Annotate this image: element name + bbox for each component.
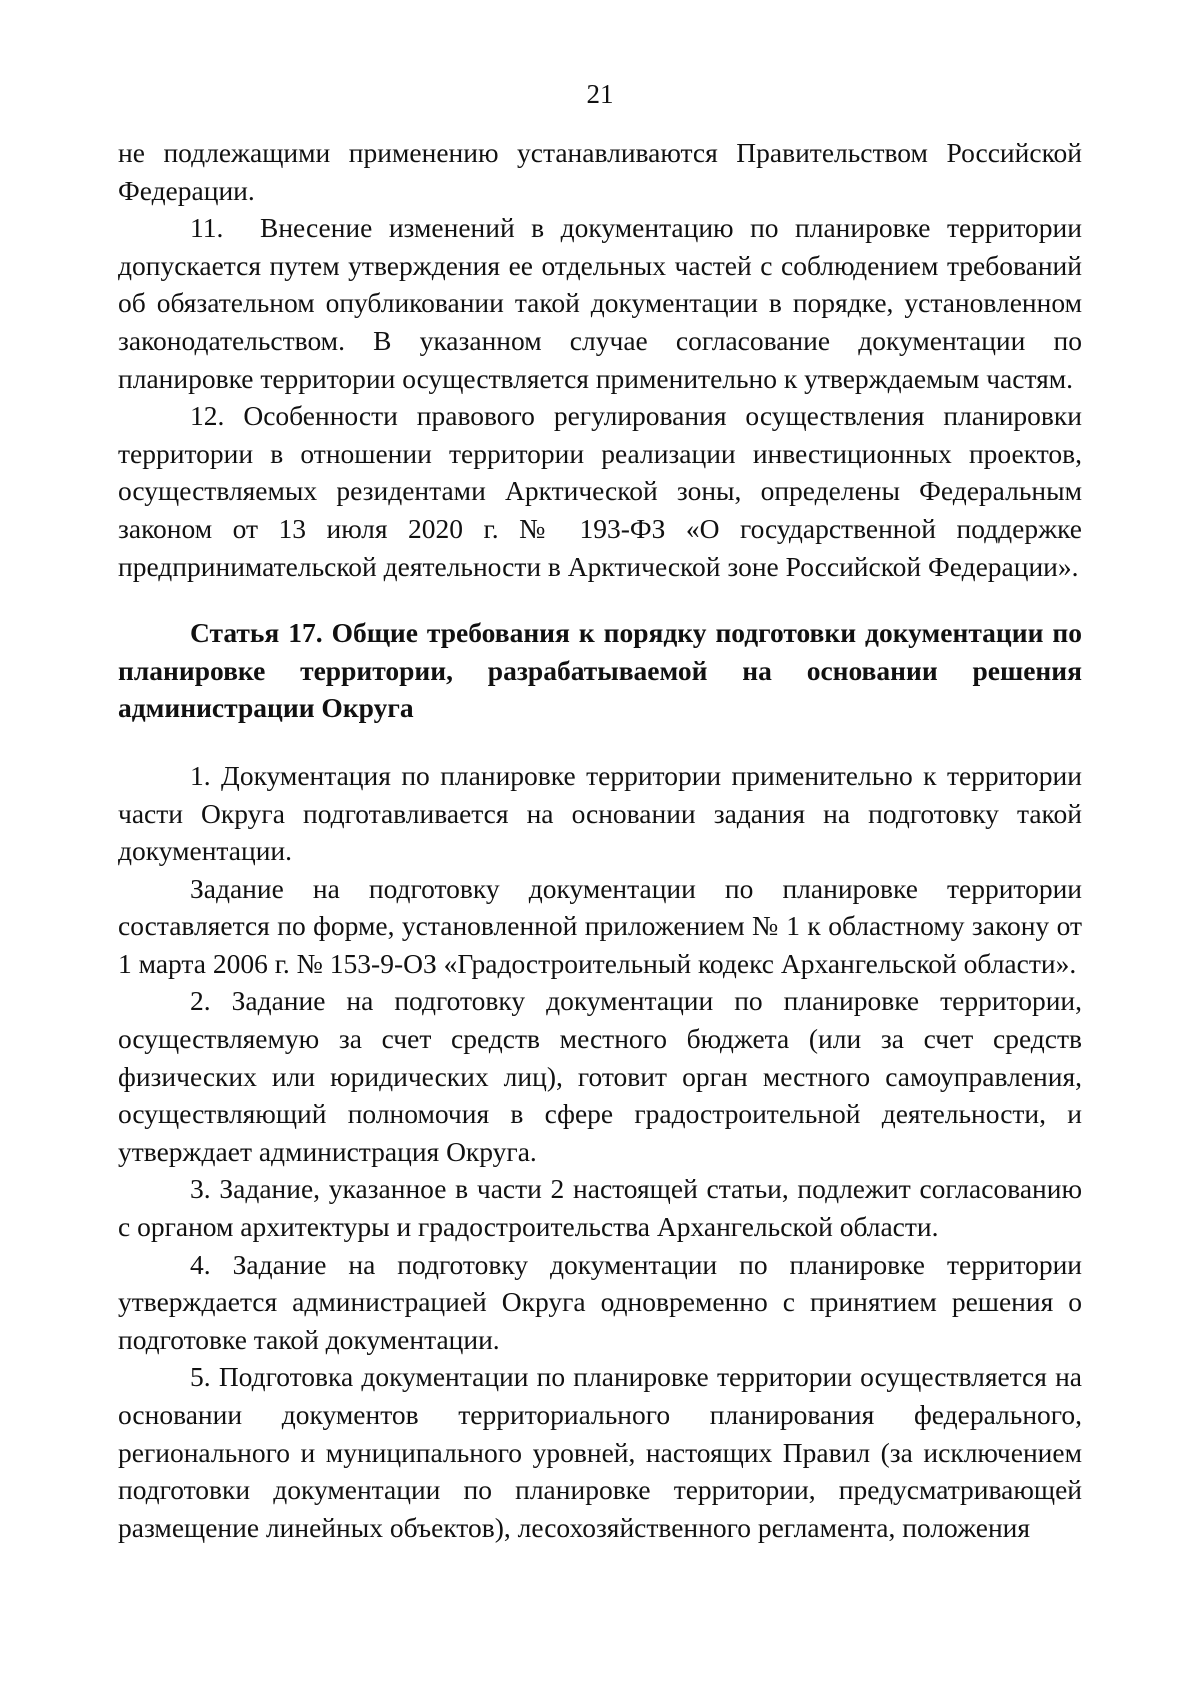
document-body xyxy=(118,134,1082,1546)
item-11-text: Внесение изменений в документацию по планировке территории допускается путем утверждения ее отдельных частей с соблюдением требований об обязательном опубликовании такой документации в порядке, установленном законодательством. В указанном случае согласование документации по планировке территории осуществляется применительно к утверждаемым частям. xyxy=(118,212,1082,394)
item-11-number: 11. xyxy=(190,212,224,244)
article-paragraph-5: 5. Подготовка документации по планировке территории осуществляется на основании документов территориального планирования федерального, регионального и муниципального уровней, настоящих Правил (за исключением подготовки документации по планировке территории, предусматривающей размещение линейных объектов), лесохозяйственного регламента, положения xyxy=(118,1361,1082,1543)
paragraph-item-11 xyxy=(118,209,1082,397)
article-paragraph-4: 4. Задание на подготовку документации по планировке территории утверждается администрацией Округа одновременно с принятием решения о подготовке такой документации. xyxy=(118,1248,1082,1355)
paragraph-continuation: не подлежащими применению устанавливаются Правительством Российской Федерации. xyxy=(118,137,1082,206)
page-number: 21 xyxy=(586,79,614,109)
article-paragraph-2: 2. Задание на подготовку документации по планировке территории, осуществляемую за счет средств местного бюджета (или за счет средств физических или юридических лиц), готовит орган местного самоуправления, осуществляющий полномочия в сфере градостроительной деятельности, и утверждает администрация Округа. xyxy=(118,985,1082,1167)
article-paragraph-1: 1. Документация по планировке территории применительно к территории части Округа подготавливается на основании задания на подготовку такой документации. xyxy=(118,759,1082,867)
paragraph-item-12: 12. Особенности правового регулирования осуществления планировки территории в отношении территории реализации инвестиционных проектов, осуществляемых резидентами Арктической зоны, определены Федеральным законом от 13 июля 2020 г. № 193-ФЗ «О государственной поддержке предпринимательской деятельности в Арктической зоне Российской Федерации». xyxy=(118,400,1082,582)
article-heading: Статья 17. Общие требования к порядку подготовки документации по планировке территории, разрабатываемой на основании решения администрации Округа xyxy=(118,617,1082,724)
article-paragraph-3: 3. Задание, указанное в части 2 настоящей статьи, подлежит согласованию с органом архитектуры и градостроительства Архангельской области. xyxy=(118,1173,1082,1243)
article-paragraph-1-form: Задание на подготовку документации по планировке территории составляется по форме, установленной приложением № 1 к областному закону от 1 марта 2006 г. № 153-9-ОЗ «Градостроительный кодекс Архангельской области». xyxy=(118,872,1082,979)
